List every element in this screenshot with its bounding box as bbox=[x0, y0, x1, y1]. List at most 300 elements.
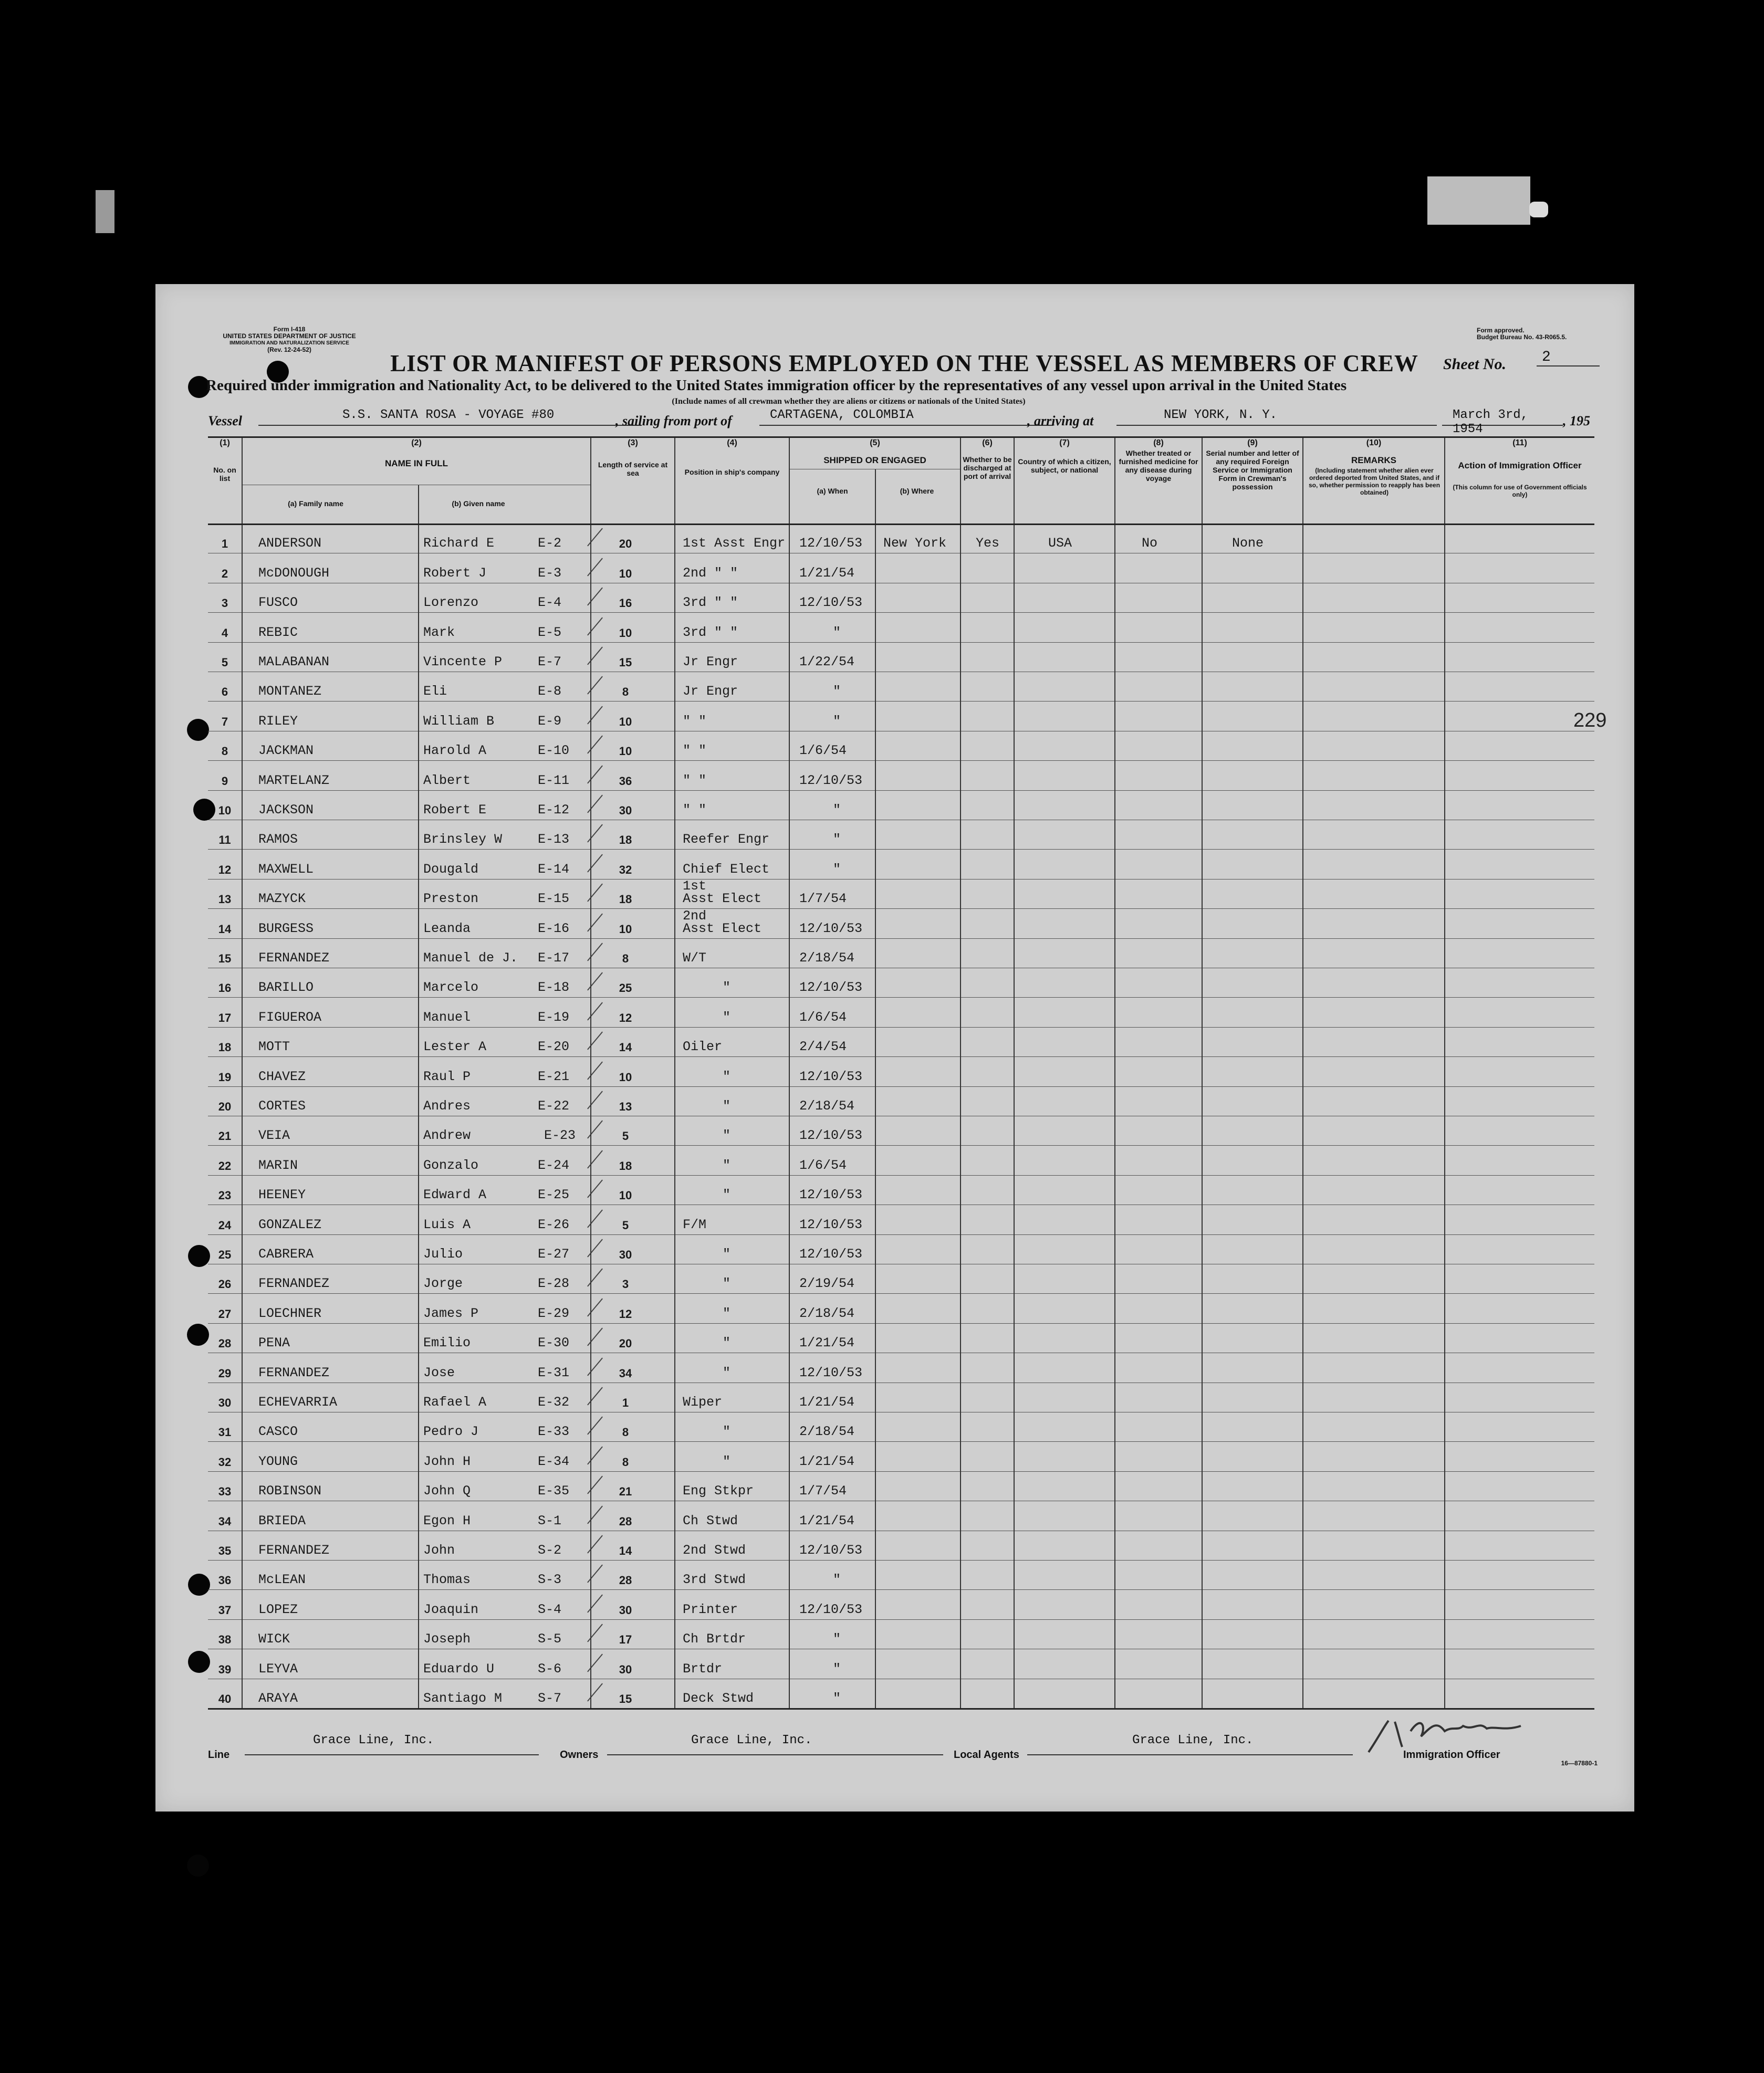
column-divider bbox=[1444, 436, 1445, 1708]
crew-row bbox=[208, 1145, 1594, 1175]
cell-code: E-35 bbox=[538, 1483, 570, 1499]
cell-no: 21 bbox=[218, 1129, 232, 1143]
cell-no: 40 bbox=[218, 1692, 232, 1705]
header-remarks: REMARKS bbox=[1351, 455, 1396, 465]
cell-given: Edward A bbox=[423, 1187, 487, 1203]
check-mark bbox=[587, 1239, 603, 1257]
crew-row bbox=[208, 1412, 1594, 1441]
cell-when: 12/10/53 bbox=[799, 595, 863, 611]
cell-family: LOECHNER bbox=[258, 1305, 322, 1321]
check-mark bbox=[587, 1357, 603, 1376]
crew-table bbox=[208, 436, 1607, 1726]
check-mark bbox=[587, 1121, 603, 1139]
cell-no: 11 bbox=[218, 833, 231, 847]
check-mark bbox=[587, 706, 603, 724]
cell-code: E-2 bbox=[538, 536, 562, 551]
check-mark bbox=[587, 1150, 603, 1168]
check-mark bbox=[587, 972, 603, 991]
cell-code: E-11 bbox=[538, 772, 570, 788]
cell-position: " bbox=[723, 1098, 731, 1114]
cell-when: 1/21/54 bbox=[799, 1453, 855, 1469]
sailing-port: CARTAGENA, COLOMBIA bbox=[759, 408, 1053, 426]
check-mark bbox=[587, 1002, 603, 1020]
column-divider bbox=[960, 436, 961, 1708]
cell-given: Pedro J bbox=[423, 1424, 479, 1440]
cell-position: " bbox=[723, 1246, 731, 1262]
check-mark bbox=[587, 884, 603, 902]
cell-no: 14 bbox=[218, 922, 232, 936]
cell-given: Manuel bbox=[423, 1009, 471, 1025]
line-label: Line bbox=[208, 1749, 230, 1761]
cell-when: 12/10/53 bbox=[799, 536, 863, 551]
cell-family: YOUNG bbox=[258, 1453, 298, 1469]
cell-length: 15 bbox=[619, 655, 632, 669]
cell-serial: None bbox=[1232, 536, 1264, 551]
col-number: (11) bbox=[1512, 438, 1527, 447]
cell-position: " bbox=[723, 1335, 731, 1351]
cell-no: 4 bbox=[221, 626, 228, 640]
crew-row bbox=[208, 1353, 1594, 1382]
cell-no: 8 bbox=[221, 745, 228, 758]
cell-family: FIGUEROA bbox=[258, 1009, 322, 1025]
cell-code: E-8 bbox=[538, 684, 562, 699]
cell-length: 16 bbox=[619, 596, 632, 610]
check-mark bbox=[587, 854, 603, 872]
header-serial: Serial number and letter of any required Foreign Service or Immigration Form in Crewman's possession bbox=[1206, 449, 1299, 491]
cell-position: Brtdr bbox=[683, 1661, 723, 1677]
cell-code: E-19 bbox=[538, 1009, 570, 1025]
cell-when: 2/18/54 bbox=[799, 1424, 855, 1440]
col-number: (4) bbox=[727, 438, 737, 447]
crew-row bbox=[208, 1441, 1594, 1471]
cell-position_top: 2nd bbox=[683, 908, 707, 924]
cell-position: Reefer Engr bbox=[683, 832, 770, 847]
crew-row bbox=[208, 1205, 1594, 1234]
cell-code: E-13 bbox=[538, 832, 570, 847]
cell-no: 17 bbox=[218, 1011, 232, 1024]
cell-family: McDONOUGH bbox=[258, 565, 330, 581]
cell-family: MAZYCK bbox=[258, 891, 306, 907]
cell-position: F/M bbox=[683, 1217, 707, 1232]
cell-when: 1/6/54 bbox=[799, 743, 847, 759]
cell-given: Richard E bbox=[423, 536, 495, 551]
cell-family: FERNANDEZ bbox=[258, 1365, 330, 1380]
col-number: (7) bbox=[1059, 438, 1070, 447]
cell-length: 12 bbox=[619, 1307, 632, 1321]
cell-family: MAXWELL bbox=[258, 861, 314, 877]
cell-no: 33 bbox=[218, 1485, 232, 1499]
cell-length: 17 bbox=[619, 1633, 632, 1647]
cell-length: 30 bbox=[619, 1248, 632, 1261]
cell-family: JACKSON bbox=[258, 802, 314, 818]
header-position: Position in ship's company bbox=[684, 468, 780, 476]
cell-no: 39 bbox=[218, 1662, 232, 1676]
owners-value: Grace Line, Inc. bbox=[607, 1733, 943, 1755]
crew-row bbox=[208, 879, 1594, 908]
header-remarks-note: (Including statement whether alien ever ordered deported from United States, and if so, whether permission to reapply has been obtained) bbox=[1308, 467, 1441, 496]
crew-row bbox=[208, 1264, 1594, 1293]
header-shipped-or-engaged: SHIPPED OR ENGAGED bbox=[823, 455, 926, 465]
cell-code: S-1 bbox=[538, 1513, 562, 1528]
cell-length: 13 bbox=[619, 1100, 632, 1113]
cell-family: LOPEZ bbox=[258, 1601, 298, 1617]
crew-row bbox=[208, 849, 1594, 878]
crew-row bbox=[208, 731, 1594, 760]
cell-given: Julio bbox=[423, 1246, 463, 1262]
cell-when: 1/22/54 bbox=[799, 654, 855, 669]
cell-given: William B bbox=[423, 713, 495, 729]
arriving-label: , arriving at bbox=[1027, 413, 1094, 428]
cell-position: " bbox=[723, 980, 731, 996]
check-mark bbox=[587, 1535, 603, 1553]
print-code: 16—87880-1 bbox=[1561, 1760, 1598, 1767]
cell-length: 10 bbox=[619, 626, 632, 640]
cell-when: " bbox=[833, 1572, 841, 1588]
cell-code: E-4 bbox=[538, 595, 562, 611]
cell-position: " " bbox=[683, 713, 707, 729]
cell-position: 1st Asst Engr bbox=[683, 536, 786, 551]
cell-position: 3rd " " bbox=[683, 595, 738, 611]
cell-position: Chief Elect bbox=[683, 861, 770, 877]
cell-position: " bbox=[723, 1453, 731, 1469]
cell-position: Asst Elect bbox=[683, 920, 762, 936]
check-mark bbox=[587, 1387, 603, 1405]
cell-given: Jorge bbox=[423, 1276, 463, 1292]
cell-length: 8 bbox=[622, 1455, 629, 1469]
paper-scrap bbox=[96, 190, 114, 233]
cell-code: E-32 bbox=[538, 1394, 570, 1410]
sheet-label: Sheet No. bbox=[1443, 355, 1506, 373]
cell-family: VEIA bbox=[258, 1128, 290, 1144]
cell-given: Eduardo U bbox=[423, 1661, 495, 1677]
cell-code: E-16 bbox=[538, 920, 570, 936]
crew-row bbox=[208, 1116, 1594, 1145]
crew-row bbox=[208, 672, 1594, 701]
cell-given: Lorenzo bbox=[423, 595, 479, 611]
cell-family: HEENEY bbox=[258, 1187, 306, 1203]
punch-hole bbox=[188, 1574, 210, 1596]
crew-row bbox=[208, 1589, 1594, 1619]
cell-code: E-20 bbox=[538, 1039, 570, 1055]
cell-position: 3rd Stwd bbox=[683, 1572, 746, 1588]
table-rule bbox=[208, 524, 1594, 525]
check-mark bbox=[587, 913, 603, 931]
punch-hole bbox=[187, 1324, 209, 1346]
cell-position: " bbox=[723, 1128, 731, 1144]
cell-when: 12/10/53 bbox=[799, 1246, 863, 1262]
crew-row bbox=[208, 760, 1594, 790]
cell-code: E-3 bbox=[538, 565, 562, 581]
check-mark bbox=[587, 765, 603, 783]
cell-family: ROBINSON bbox=[258, 1483, 322, 1499]
cell-no: 19 bbox=[218, 1070, 232, 1084]
cell-family: FERNANDEZ bbox=[258, 950, 330, 966]
owners-label: Owners bbox=[560, 1749, 599, 1761]
cell-when: 2/18/54 bbox=[799, 1098, 855, 1114]
cell-code: S-4 bbox=[538, 1601, 562, 1617]
cell-code: E-29 bbox=[538, 1305, 570, 1321]
cell-given: John Q bbox=[423, 1483, 471, 1499]
cell-treated: No bbox=[1142, 536, 1158, 551]
cell-position: Oiler bbox=[683, 1039, 723, 1055]
header-when: (a) When bbox=[817, 487, 848, 495]
cell-when: 1/7/54 bbox=[799, 1483, 847, 1499]
cell-length: 18 bbox=[619, 833, 632, 847]
cell-given: Lester A bbox=[423, 1039, 487, 1055]
sailing-label: , sailing from port of bbox=[615, 413, 732, 428]
cell-no: 38 bbox=[218, 1633, 232, 1647]
crew-row bbox=[208, 1471, 1594, 1501]
header-length-of-service: Length of service at sea bbox=[598, 460, 668, 477]
cell-no: 22 bbox=[218, 1159, 232, 1172]
cell-given: Marcelo bbox=[423, 980, 479, 996]
cell-given: Joseph bbox=[423, 1631, 471, 1647]
check-mark bbox=[587, 1624, 603, 1642]
cell-no: 31 bbox=[218, 1426, 232, 1439]
cell-no: 5 bbox=[221, 655, 228, 669]
col-number: (1) bbox=[220, 438, 230, 447]
crew-row bbox=[208, 820, 1594, 849]
paper-scrap bbox=[1529, 202, 1548, 217]
crew-row bbox=[208, 908, 1594, 938]
cell-length: 8 bbox=[622, 685, 629, 699]
cell-no: 6 bbox=[221, 685, 228, 699]
punch-hole bbox=[187, 719, 209, 741]
check-mark bbox=[587, 558, 603, 576]
header-action-note: (This column for use of Government officials only) bbox=[1453, 484, 1587, 498]
cell-given: James P bbox=[423, 1305, 479, 1321]
cell-discharged: Yes bbox=[976, 536, 1000, 551]
table-rule bbox=[208, 1708, 1594, 1710]
header-where: (b) Where bbox=[900, 487, 934, 495]
cell-code: S-2 bbox=[538, 1542, 562, 1558]
cell-length: 8 bbox=[622, 1426, 629, 1439]
cell-when: 12/10/53 bbox=[799, 1187, 863, 1203]
cell-code: E-33 bbox=[538, 1424, 570, 1440]
cell-code: E-23 bbox=[544, 1128, 576, 1144]
column-divider bbox=[590, 436, 591, 1708]
cell-when: " bbox=[833, 624, 841, 640]
cell-no: 28 bbox=[218, 1337, 232, 1350]
cell-family: CORTES bbox=[258, 1098, 306, 1114]
cell-position: W/T bbox=[683, 950, 707, 966]
cell-no: 18 bbox=[218, 1041, 232, 1054]
cell-position: " bbox=[723, 1157, 731, 1173]
cell-position: 2nd " " bbox=[683, 565, 738, 581]
header-family-name: (a) Family name bbox=[288, 499, 343, 508]
check-mark bbox=[587, 794, 603, 813]
cell-length: 5 bbox=[622, 1218, 629, 1232]
cell-position: " bbox=[723, 1069, 731, 1084]
column-divider bbox=[242, 436, 243, 1708]
cell-position: Wiper bbox=[683, 1394, 723, 1410]
cell-family: RAMOS bbox=[258, 832, 298, 847]
cell-given: Robert E bbox=[423, 802, 487, 818]
vessel-name: S.S. SANTA ROSA - VOYAGE #80 bbox=[258, 408, 642, 426]
cell-length: 5 bbox=[622, 1129, 629, 1143]
cell-no: 2 bbox=[221, 567, 228, 580]
cell-no: 16 bbox=[218, 981, 232, 995]
cell-family: MARIN bbox=[258, 1157, 298, 1173]
col-number: (10) bbox=[1366, 438, 1382, 447]
cell-no: 3 bbox=[221, 596, 228, 610]
form-subnote: (Include names of all crewman whether they are aliens or citizens or nationals of the United States) bbox=[672, 397, 1026, 406]
cell-given: Harold A bbox=[423, 743, 487, 759]
cell-code: E-30 bbox=[538, 1335, 570, 1351]
cell-code: E-5 bbox=[538, 624, 562, 640]
column-divider bbox=[1302, 436, 1303, 1708]
cell-family: MOTT bbox=[258, 1039, 290, 1055]
cell-family: FERNANDEZ bbox=[258, 1542, 330, 1558]
cell-given: Brinsley W bbox=[423, 832, 503, 847]
cell-when: 12/10/53 bbox=[799, 1217, 863, 1232]
cell-family: FERNANDEZ bbox=[258, 1276, 330, 1292]
cell-length: 18 bbox=[619, 893, 632, 906]
cell-no: 27 bbox=[218, 1307, 232, 1321]
arriving-port: NEW YORK, N. Y. bbox=[1116, 408, 1437, 426]
cell-when: " bbox=[833, 1631, 841, 1647]
crew-row bbox=[208, 997, 1594, 1027]
check-mark bbox=[587, 1328, 603, 1346]
cell-family: GONZALEZ bbox=[258, 1217, 322, 1232]
check-mark bbox=[587, 1653, 603, 1672]
check-mark bbox=[587, 1446, 603, 1464]
cell-no: 1 bbox=[221, 537, 228, 551]
cell-length: 30 bbox=[619, 1603, 632, 1617]
cell-family: MARTELANZ bbox=[258, 772, 330, 788]
cell-code: E-14 bbox=[538, 861, 570, 877]
crew-row bbox=[208, 1234, 1594, 1264]
cell-family: BURGESS bbox=[258, 920, 314, 936]
cell-when: 12/10/53 bbox=[799, 1601, 863, 1617]
subcolumn-divider bbox=[418, 485, 419, 1708]
cell-position: Deck Stwd bbox=[683, 1690, 754, 1706]
check-mark bbox=[587, 736, 603, 754]
cell-no: 29 bbox=[218, 1366, 232, 1380]
cell-length: 14 bbox=[619, 1041, 632, 1054]
check-mark bbox=[587, 1476, 603, 1494]
cell-length: 14 bbox=[619, 1544, 632, 1557]
cell-length: 10 bbox=[619, 1189, 632, 1202]
cell-length: 20 bbox=[619, 1337, 632, 1350]
cell-given: Eli bbox=[423, 684, 447, 699]
punch-hole bbox=[187, 1855, 209, 1877]
agents-value: Grace Line, Inc. bbox=[1027, 1733, 1353, 1755]
cell-no: 36 bbox=[218, 1574, 232, 1587]
cell-when: 2/19/54 bbox=[799, 1276, 855, 1292]
cell-family: BARILLO bbox=[258, 980, 314, 996]
cell-position: Asst Elect bbox=[683, 891, 762, 907]
cell-length: 20 bbox=[619, 537, 632, 551]
cell-family: ECHEVARRIA bbox=[258, 1394, 338, 1410]
cell-when: 1/21/54 bbox=[799, 1513, 855, 1528]
cell-family: WICK bbox=[258, 1631, 290, 1647]
cell-no: 30 bbox=[218, 1396, 232, 1409]
crew-row bbox=[208, 524, 1594, 553]
cell-family: JACKMAN bbox=[258, 743, 314, 759]
cell-no: 25 bbox=[218, 1248, 232, 1261]
cell-no: 24 bbox=[218, 1218, 232, 1232]
column-divider bbox=[1014, 436, 1015, 1708]
cell-family: REBIC bbox=[258, 624, 298, 640]
cell-code: E-28 bbox=[538, 1276, 570, 1292]
cell-position: " bbox=[723, 1424, 731, 1440]
cell-position: 3rd " " bbox=[683, 624, 738, 640]
column-divider bbox=[1202, 436, 1203, 1708]
cell-position: " bbox=[723, 1187, 731, 1203]
crew-row bbox=[208, 701, 1594, 730]
cell-position: " " bbox=[683, 772, 707, 788]
check-mark bbox=[587, 617, 603, 635]
cell-position: Printer bbox=[683, 1601, 738, 1617]
col-number: (2) bbox=[411, 438, 422, 447]
cell-where: New York bbox=[883, 536, 947, 551]
cell-length: 10 bbox=[619, 922, 632, 936]
cell-code: E-26 bbox=[538, 1217, 570, 1232]
cell-when: 1/6/54 bbox=[799, 1157, 847, 1173]
manifest-page bbox=[155, 284, 1634, 1812]
cell-family: ARAYA bbox=[258, 1690, 298, 1706]
header-name-in-full: NAME IN FULL bbox=[385, 458, 448, 468]
crew-row bbox=[208, 790, 1594, 820]
punch-hole bbox=[188, 1245, 210, 1267]
crew-row bbox=[208, 938, 1594, 968]
column-divider bbox=[674, 436, 675, 1708]
check-mark bbox=[587, 1269, 603, 1287]
cell-given: Raul P bbox=[423, 1069, 471, 1084]
cell-no: 12 bbox=[218, 863, 232, 876]
cell-position: 2nd Stwd bbox=[683, 1542, 746, 1558]
header-given-name: (b) Given name bbox=[452, 499, 505, 508]
cell-family: BRIEDA bbox=[258, 1513, 306, 1528]
cell-when: " bbox=[833, 832, 841, 847]
officer-signature bbox=[1348, 1710, 1537, 1757]
arrival-date: March 3rd, 1954 bbox=[1442, 408, 1563, 426]
cell-length: 30 bbox=[619, 1662, 632, 1676]
cell-given: Rafael A bbox=[423, 1394, 487, 1410]
cell-code: S-7 bbox=[538, 1690, 562, 1706]
cell-given: Manuel de J. bbox=[423, 950, 518, 966]
cell-position: " " bbox=[683, 743, 707, 759]
cell-position: Jr Engr bbox=[683, 684, 738, 699]
crew-row bbox=[208, 1501, 1594, 1530]
cell-when: " bbox=[833, 684, 841, 699]
cell-length: 30 bbox=[619, 803, 632, 817]
line-value: Grace Line, Inc. bbox=[245, 1733, 539, 1755]
cell-when: 2/18/54 bbox=[799, 950, 855, 966]
cell-code: E-31 bbox=[538, 1365, 570, 1380]
cell-given: Albert bbox=[423, 772, 471, 788]
cell-position_top: 1st bbox=[683, 878, 707, 894]
cell-when: 1/6/54 bbox=[799, 1009, 847, 1025]
crew-row bbox=[208, 1056, 1594, 1086]
cell-when: 12/10/53 bbox=[799, 1365, 863, 1380]
check-mark bbox=[587, 1180, 603, 1198]
form-title: LIST OR MANIFEST OF PERSONS EMPLOYED ON THE VESSEL AS MEMBERS OF CREW bbox=[390, 350, 1418, 376]
cell-no: 35 bbox=[218, 1544, 232, 1557]
cell-length: 8 bbox=[622, 951, 629, 965]
col-number: (9) bbox=[1247, 438, 1258, 447]
cell-when: " bbox=[833, 1690, 841, 1706]
cell-no: 15 bbox=[218, 951, 232, 965]
cell-family: RILEY bbox=[258, 713, 298, 729]
cell-when: 12/10/53 bbox=[799, 920, 863, 936]
cell-family: CABRERA bbox=[258, 1246, 314, 1262]
cell-family: McLEAN bbox=[258, 1572, 306, 1588]
cell-no: 23 bbox=[218, 1189, 232, 1202]
col-number: (6) bbox=[982, 438, 993, 447]
check-mark bbox=[587, 676, 603, 695]
